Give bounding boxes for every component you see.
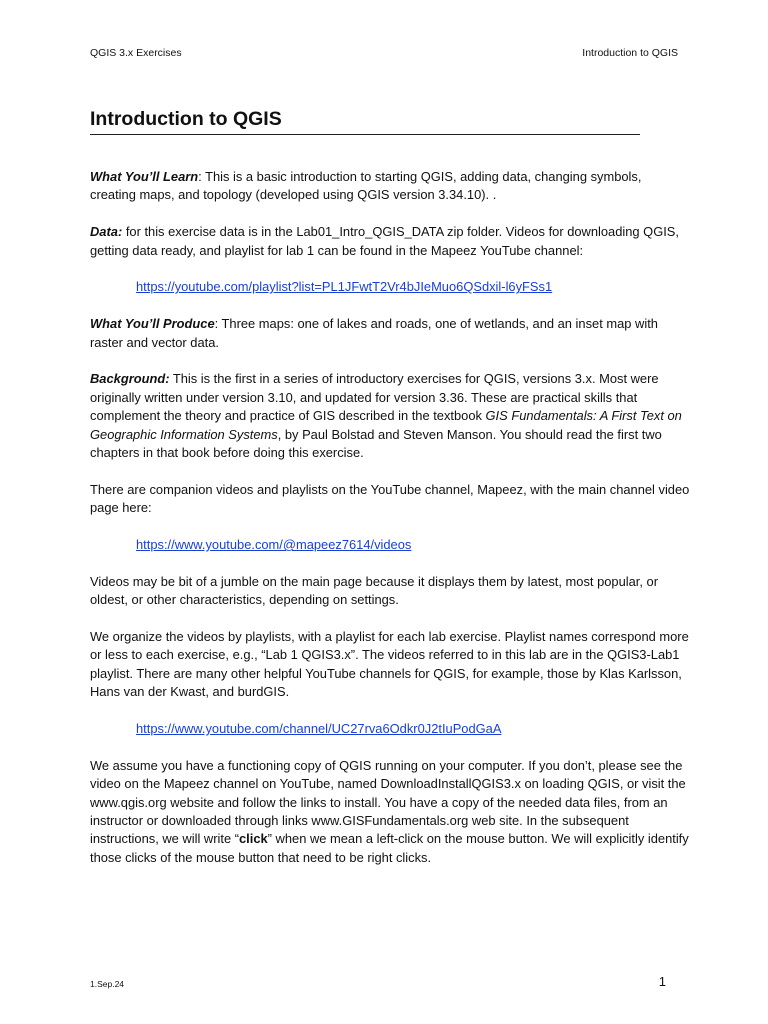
assume-text-1: We assume you have a functioning copy of QGIS running on your computer. If you don’t, please see the video on the Mapeez channel on YouTube, named DownloadInstallQGIS3.x on loading QGIS, or visit the www.qgis.org website and follow the links to install. You have a copy of the needed data files, from an instructor or downloaded through links www.GISFundamentals.org web site. In the subsequent instructions, we will write “ <box>90 757 686 847</box>
document-body <box>90 168 690 886</box>
channel-link-line <box>90 720 690 738</box>
produce-text: : Three maps: one of lakes and roads, one of wetlands, and an inset map with raster and vector data. <box>90 316 658 350</box>
footer-date: 1.Sep.24 <box>90 979 125 989</box>
title-rule <box>90 134 640 135</box>
background-paragraph <box>90 370 690 462</box>
page-title: Introduction to QGIS <box>90 108 282 130</box>
background-label: Background: <box>90 371 170 387</box>
book-title: GIS Fundamentals: A First Text on Geographic Information Systems <box>90 408 682 442</box>
learn-text: : This is a basic introduction to starting QGIS, adding data, changing symbols, creating maps, and topology (developed using QGIS version 3.34.10). . <box>90 169 642 203</box>
background-text-1: This is the first in a series of introductory exercises for QGIS, versions 3.x. Most were originally written under version 3.10, and updated for version 3.36. These are practical skills that complement the theory and practice of GIS described in the textbook <box>90 371 659 424</box>
header-right: Introduction to QGIS <box>582 47 678 59</box>
channel-link[interactable]: https://www.youtube.com/channel/UC27rva6Odkr0J2tIuPodGaA <box>136 721 502 737</box>
data-label: Data: <box>90 224 123 240</box>
header-left: QGIS 3.x Exercises <box>90 47 182 59</box>
produce-paragraph <box>90 315 690 352</box>
data-text: for this exercise data is in the Lab01_Intro_QGIS_DATA zip folder. Videos for downloading QGIS, getting data ready, and playlist for lab 1 can be found in the Mapeez YouTube channel: <box>90 224 679 258</box>
companion-paragraph: There are companion videos and playlists on the YouTube channel, Mapeez, with the main channel video page here: <box>90 481 690 516</box>
organize-paragraph: We organize the videos by playlists, with a playlist for each lab exercise. Playlist names correspond more or less to each exercise, e.g., “Lab 1 QGIS3.x”. The videos referred to in this lab are in the QGIS3-Lab1 playlist. There are many other helpful YouTube channels for QGIS, for example, those by Klas Karlsson, Hans van der Kwast, and burdGIS. <box>90 629 689 700</box>
playlist-link-line <box>90 278 690 296</box>
learn-paragraph <box>90 168 690 205</box>
produce-label: What You’ll Produce <box>90 316 215 332</box>
assume-text-2: ” when we mean a left-click on the mouse button. We will explicitly identify those clicks of the mouse button that need to be right clicks. <box>90 831 689 865</box>
videos-link[interactable]: https://www.youtube.com/@mapeez7614/videos <box>136 537 412 553</box>
page-number: 1 <box>658 974 666 989</box>
videos-link-line <box>90 536 690 554</box>
data-paragraph <box>90 223 690 260</box>
click-bold: click <box>239 831 268 847</box>
assume-paragraph <box>90 757 690 867</box>
learn-label: What You’ll Learn <box>90 169 199 184</box>
background-text-2: , by Paul Bolstad and Steven Manson. You should read the first two chapters in that book before doing this exercise. <box>90 426 662 461</box>
playlist-link[interactable]: https://youtube.com/playlist?list=PL1JFwtT2Vr4bJIeMuo6QSdxil-l6yFSs1 <box>136 279 553 295</box>
jumble-paragraph: Videos may be bit of a jumble on the main page because it displays them by latest, most popular, or oldest, or other characteristics, depending on settings. <box>90 573 658 608</box>
